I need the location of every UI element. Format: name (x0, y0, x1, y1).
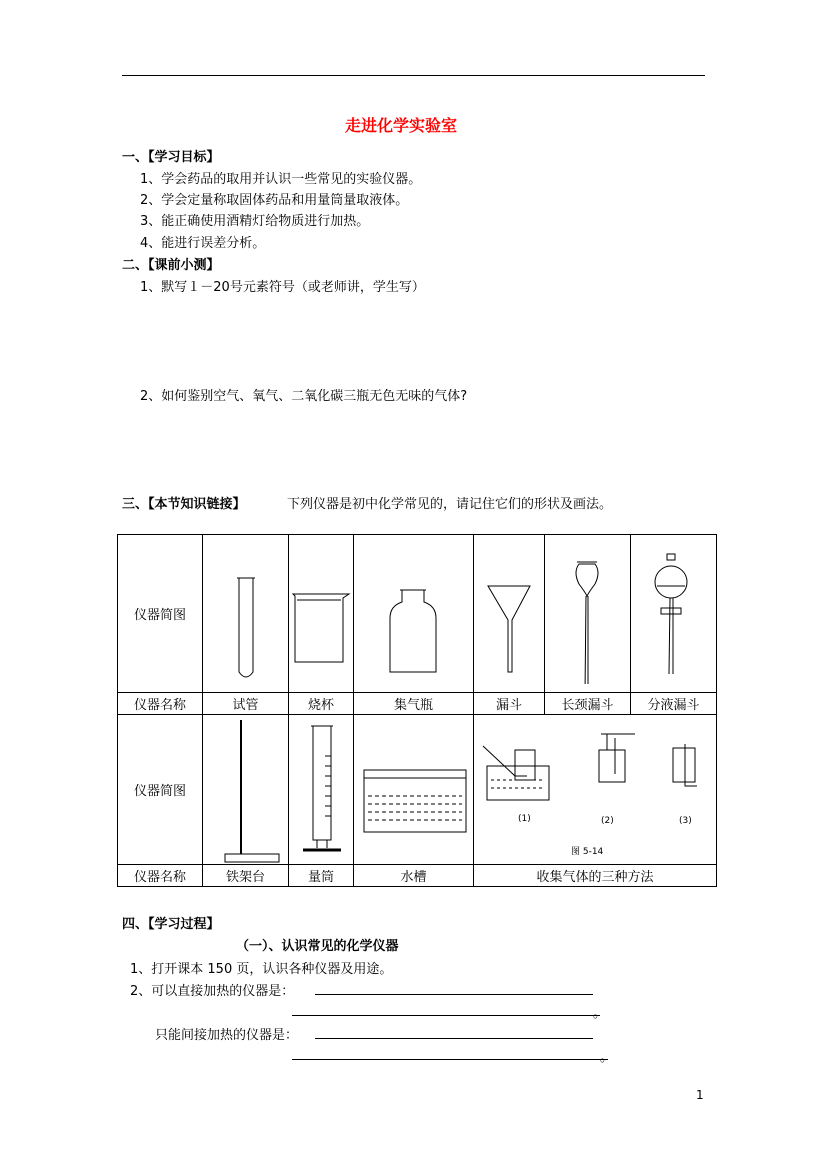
row-label-image: 仪器简图 (118, 715, 203, 865)
goal-item: 4、能进行误差分析。 (140, 236, 266, 251)
name-cylinder: 量筒 (289, 865, 354, 887)
header-rule (122, 75, 705, 76)
name-gas-collection: 收集气体的三种方法 (474, 865, 717, 887)
water-trough-drawing (354, 715, 474, 865)
row-label-image: 仪器简图 (118, 535, 203, 693)
goal-item: 2、学会定量称取固体药品和用量筒量取液体。 (140, 193, 409, 208)
row-label-name: 仪器名称 (118, 865, 203, 887)
long-neck-funnel-drawing (545, 535, 631, 693)
name-separatory-funnel: 分液漏斗 (631, 693, 717, 715)
answer-line[interactable] (315, 994, 593, 995)
name-beaker: 烧杯 (289, 693, 354, 715)
goal-item: 1、学会药品的取用并认识一些常见的实验仪器。 (140, 172, 422, 187)
name-iron-stand: 铁架台 (203, 865, 289, 887)
answer-line[interactable] (292, 1015, 600, 1016)
collect-label-2: (2) (601, 815, 614, 826)
section-heading-pretest: 二、【课前小测】 (122, 258, 220, 273)
collect-label-1: (1) (518, 813, 531, 824)
period-mark: 。 (600, 1050, 614, 1065)
name-gas-bottle: 集气瓶 (354, 693, 474, 715)
page-title: 走进化学实验室 (345, 116, 458, 135)
graduated-cylinder-drawing (289, 715, 354, 865)
process-item: 1、打开课本 150 页，认识各种仪器及用途。 (130, 962, 393, 977)
answer-line[interactable] (315, 1038, 593, 1039)
iron-stand-drawing (203, 715, 289, 865)
knowledge-intro: 下列仪器是初中化学常见的，请记住它们的形状及画法。 (287, 497, 613, 512)
name-funnel: 漏斗 (474, 693, 545, 715)
section-heading-goals: 一、【学习目标】 (122, 150, 220, 165)
row-label-name: 仪器名称 (118, 693, 203, 715)
beaker-drawing (289, 535, 354, 693)
process-item: 2、可以直接加热的仪器是： (130, 984, 295, 999)
answer-line[interactable] (292, 1059, 608, 1060)
goal-item: 3、能正确使用酒精灯给物质进行加热。 (140, 214, 370, 229)
process-item: 只能间接加热的仪器是： (155, 1028, 299, 1043)
pretest-item: 2、如何鉴别空气、氧气、二氧化碳三瓶无色无味的气体? (140, 389, 468, 404)
gas-bottle-drawing (354, 535, 474, 693)
period-mark: 。 (593, 1006, 607, 1021)
collect-label-3: (3) (679, 815, 692, 826)
name-water-trough: 水槽 (354, 865, 474, 887)
pretest-item: 1、默写１－20号元素符号（或老师讲，学生写） (140, 280, 425, 295)
name-test-tube: 试管 (203, 693, 289, 715)
subsection-heading: （一）、认识常见的化学仪器 (236, 939, 399, 954)
instrument-table (117, 534, 717, 887)
name-long-neck-funnel: 长颈漏斗 (545, 693, 631, 715)
section-heading-knowledge: 三、【本节知识链接】 (122, 497, 246, 512)
page-number: 1 (696, 1088, 704, 1102)
funnel-drawing (474, 535, 545, 693)
figure-caption: 图 5-14 (571, 846, 604, 857)
section-heading-process: 四、【学习过程】 (122, 917, 220, 932)
separatory-funnel-drawing (631, 535, 717, 693)
test-tube-drawing (203, 535, 289, 693)
gas-collection-drawing (474, 715, 717, 865)
